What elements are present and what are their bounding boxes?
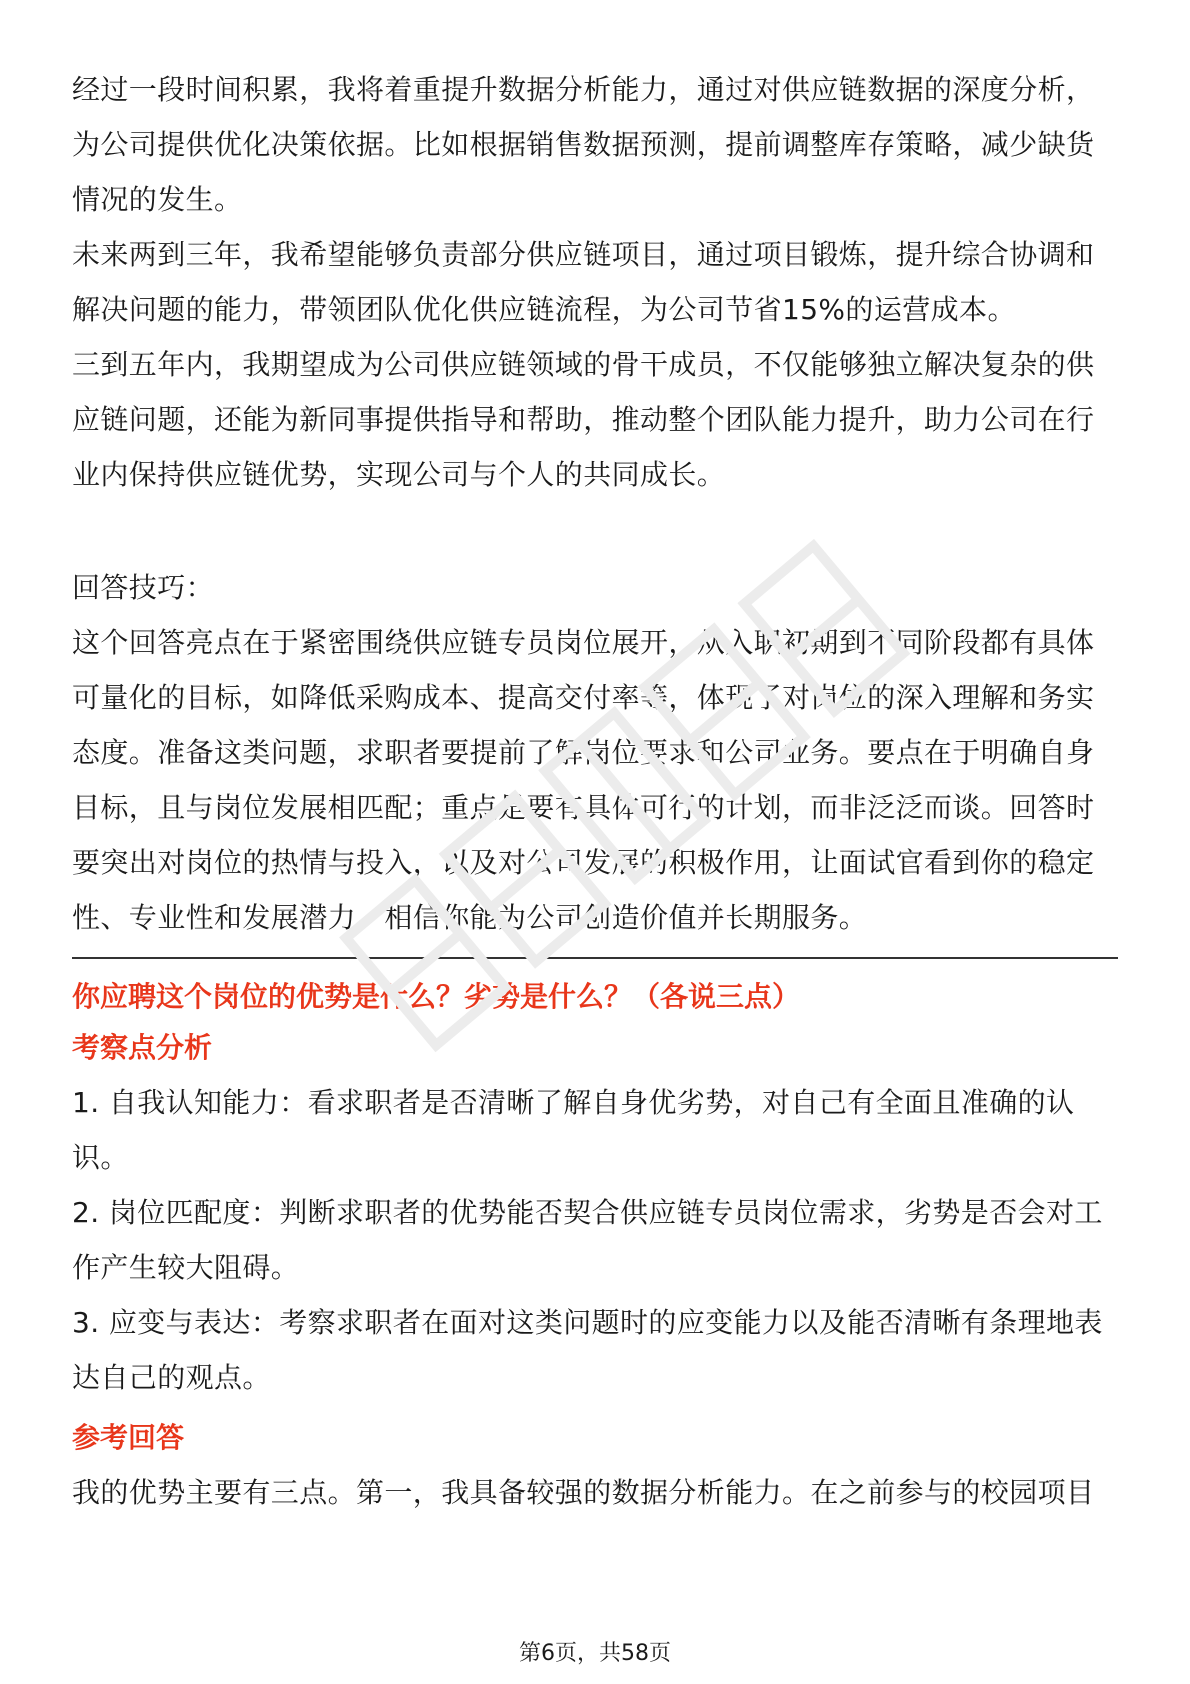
section-divider: [72, 957, 1118, 959]
paragraph-spacer: [72, 502, 1118, 560]
reference-title: 参考回答: [72, 1421, 185, 1454]
analysis-item: 2. 岗位匹配度：判断求职者的优势能否契合供应链专员岗位需求，劣势是否会对工作产生较大阻碍。: [72, 1196, 1103, 1284]
intro-paragraph: 经过一段时间积累，我将着重提升数据分析能力，通过对供应链数据的深度分析，为公司提供优化决策依据。比如根据销售数据预测，提前调整库存策略，减少缺货情况的发生。: [72, 73, 1095, 216]
analysis-title: 考察点分析: [72, 1031, 213, 1064]
analysis-item: 3. 应变与表达：考察求职者在面对这类问题时的应变能力以及能否清晰有条理地表达自己的观点。: [72, 1306, 1103, 1394]
analysis-item: 1. 自我认知能力：看求职者是否清晰了解自身优劣势，对自己有全面且准确的认识。: [72, 1086, 1075, 1174]
tips-title: 回答技巧：: [72, 571, 215, 604]
intro-paragraph: 未来两到三年，我希望能够负责部分供应链项目，通过项目锻炼，提升综合协调和解决问题的能力，带领团队优化供应链流程，为公司节省15%的运营成本。: [72, 238, 1095, 326]
page-footer: 第6页，共58页: [519, 1641, 671, 1666]
question-heading: 你应聘这个岗位的优势是什么？劣势是什么？（各说三点）: [72, 980, 801, 1013]
reference-body: 我的优势主要有三点。第一，我具备较强的数据分析能力。在之前参与的校园项目: [72, 1476, 1095, 1509]
intro-paragraph: 三到五年内，我期望成为公司供应链领域的骨干成员，不仅能够独立解决复杂的供应链问题，还能为新同事提供指导和帮助，推动整个团队能力提升，助力公司在行业内保持供应链优势，实现公司与个人的共同成长。: [72, 348, 1095, 491]
document-page: [72, 62, 1118, 1520]
tips-body: 这个回答亮点在于紧密围绕供应链专员岗位展开，从入职初期到不同阶段都有具体可量化的目标，如降低采购成本、提高交付率等，体现了对岗位的深入理解和务实态度。准备这类问题，求职者要提前了解岗位要求和公司业务。要点在于明确自身目标，且与岗位发展相匹配；重点是要有具体可行的计划，而非泛泛而谈。回答时要突出对岗位的热情与投入，以及对公司发展的积极作用，让面试官看到你的稳定性、专业性和发展潜力，相信你能为公司创造价值并长期服务。: [72, 626, 1095, 934]
